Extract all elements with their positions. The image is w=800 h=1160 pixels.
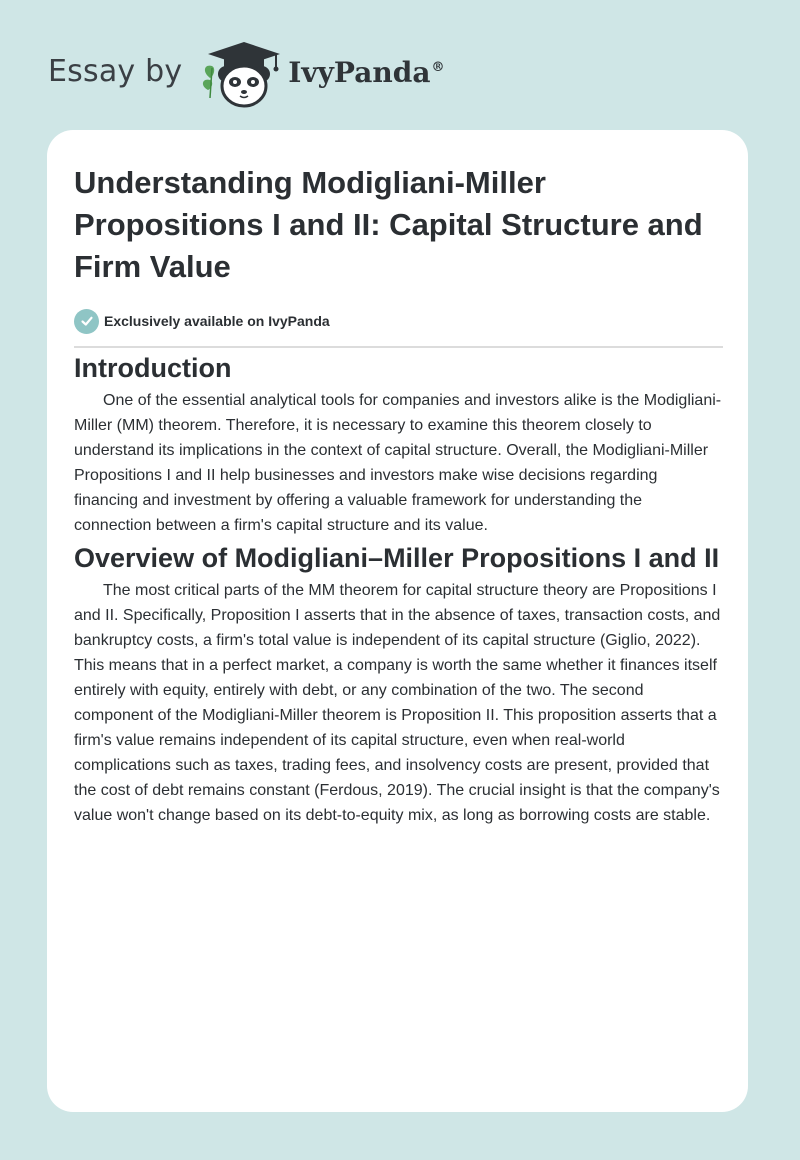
- check-icon: [80, 314, 94, 328]
- panda-logo-icon: [196, 38, 286, 110]
- exclusive-label: Exclusively available on IvyPanda: [104, 313, 330, 329]
- section-heading-introduction: Introduction: [74, 353, 232, 383]
- page-title: Understanding Modigliani-Miller Propositions I and II: Capital Structure and Firm Value: [74, 165, 703, 284]
- section-heading-overview: Overview of Modigliani–Miller Propositions I and II: [74, 543, 720, 573]
- brand-header[interactable]: [48, 34, 444, 114]
- registered-mark: ®: [431, 60, 445, 76]
- essay-card: [47, 130, 748, 1112]
- check-badge-icon: [74, 309, 99, 334]
- section-paragraph-overview: The most critical parts of the MM theorem for capital structure theory are Propositions I and II. Specifically, Proposition I asserts that in the absence of taxes, transaction costs, and bankruptcy costs, a firm's total value is independent of its capital structure (Giglio, 2022). This means that in a perfect market, a company is worth the same whether it finances itself entirely with equity, entirely with debt, or any combination of the two. The second component of the Modigliani-Miller theorem is Proposition II. This proposition asserts that a firm's value remains independent of its capital structure, even when real-world complications such as taxes, trading fees, and insolvency costs are present, provided that the cost of debt remains constant (Ferdous, 2019). The crucial insight is that the company's value won't change based on its debt-to-equity mix, as long as borrowing costs are stable.: [74, 582, 721, 824]
- essay-content: [74, 162, 723, 828]
- section-paragraph-introduction: One of the essential analytical tools for companies and investors alike is the Modigliani-Miller (MM) theorem. Therefore, it is necessary to examine this theorem closely to understand its implications in the context of capital structure. Overall, the Modigliani-Miller Propositions I and II help businesses and investors make wise decisions regarding financing and investment by offering a valuable framework for understanding the connection between a firm's capital structure and its value.: [74, 392, 722, 534]
- brand-name-text: IvyPanda: [288, 55, 431, 89]
- brand-name: [288, 56, 444, 89]
- exclusive-badge: [74, 308, 723, 334]
- brand-prefix: Essay by: [48, 53, 183, 89]
